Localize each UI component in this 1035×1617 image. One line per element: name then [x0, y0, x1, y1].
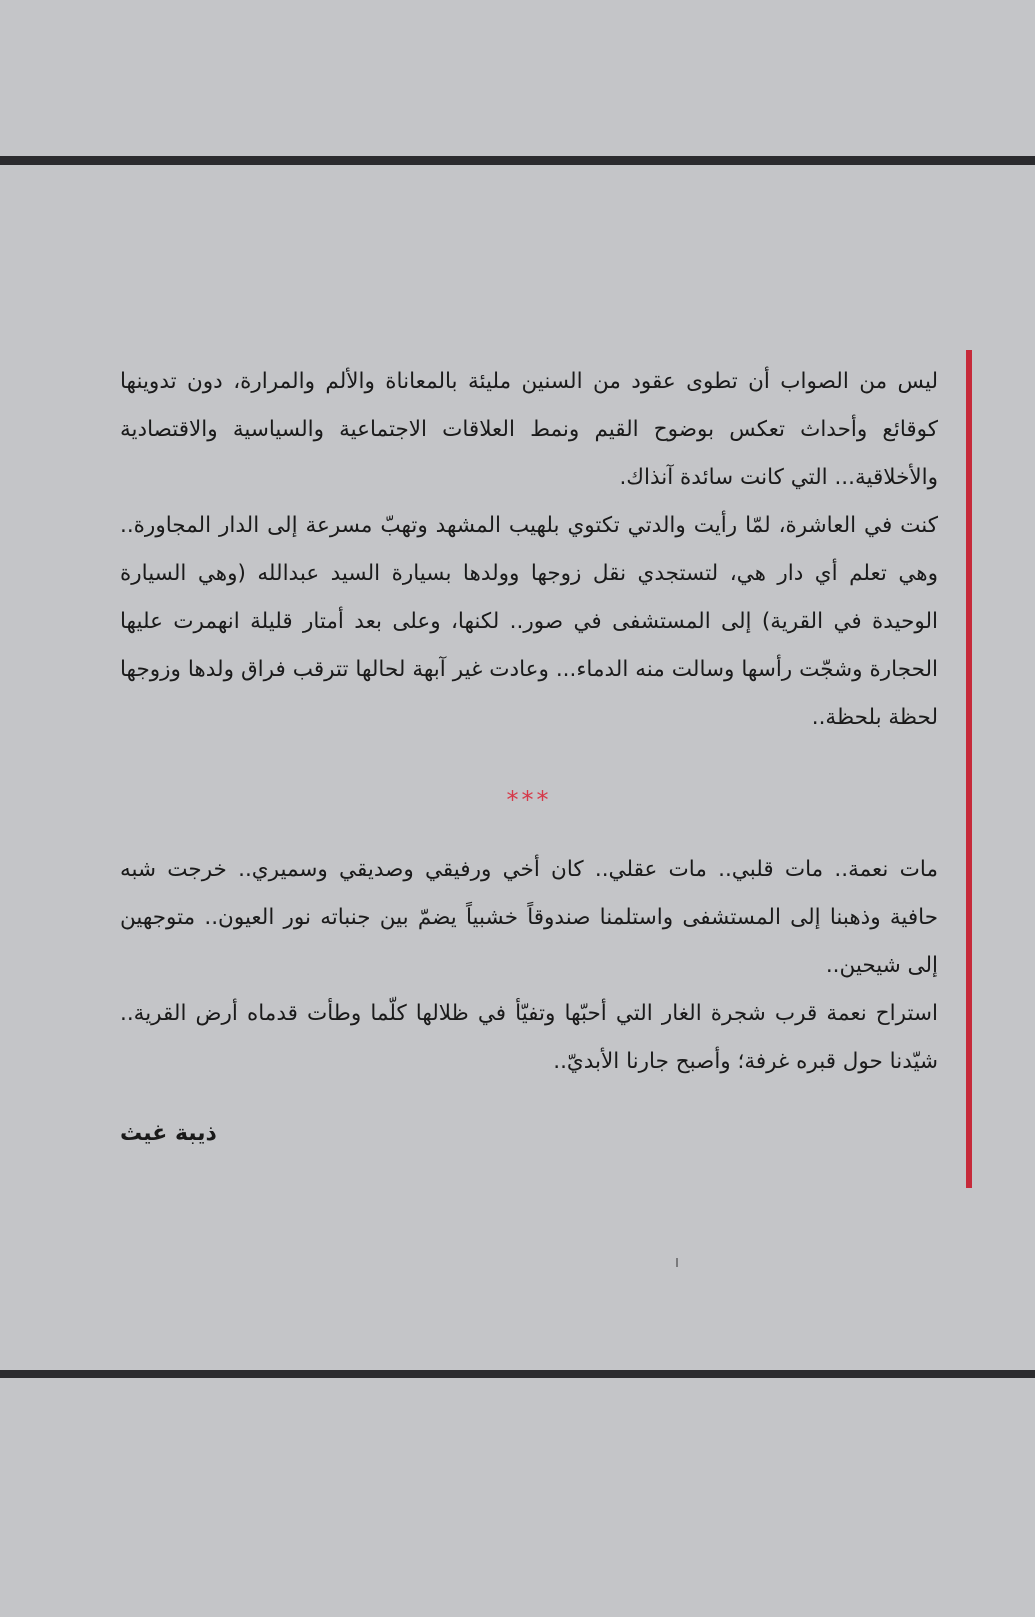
back-cover-text [120, 358, 938, 1158]
asterisk-separator: *** [506, 786, 552, 814]
print-mark [676, 1258, 678, 1267]
intro-paragraph: ليس من الصواب أن تطوى عقود من السنين مليئة بالمعاناة والألم والمرارة، دون تدوينها كوقائع وأحداث تعكس بوضوح القيم ونمط العلاقات الاجتماعية والسياسية والاقتصادية والأخلاقية... التي كانت سائدة آنذاك. [120, 369, 938, 490]
childhood-paragraph: كنت في العاشرة، لمّا رأيت والدتي تكتوي بلهيب المشهد وتهبّ مسرعة إلى الدار المجاورة.. وهي تعلم أي دار هي، لتستجدي نقل زوجها وولدها بسيارة السيد عبدالله (وهي السيارة الوحيدة في القرية) إلى المستشفى في صور.. لكنها، وعلى بعد أمتار قليلة انهمرت عليها الحجارة وشجّت رأسها وسالت منه الدماء... وعادت غير آبهة لحالها تترقب فراق ولدها وزوجها لحظة بلحظة.. [120, 513, 938, 730]
signature-wrap [120, 1086, 938, 1158]
burial-paragraph: استراح نعمة قرب شجرة الغار التي أحبّها وتفيّأ في ظلالها كلّما وطأت قدماه أرض القرية.. شيّدنا حول قبره غرفة؛ وأصبح جارنا الأبديّ.. [120, 1001, 938, 1074]
red-accent-bar [966, 350, 972, 1188]
top-divider-rule [0, 156, 1035, 165]
author-signature: ذيبة غيث [120, 1121, 217, 1146]
bottom-divider-rule [0, 1370, 1035, 1378]
death-paragraph: مات نعمة.. مات قلبي.. مات عقلي.. كان أخي ورفيقي وصديقي وسميري.. خرجت شبه حافية وذهبنا إلى المستشفى واستلمنا صندوقاً خشبياً يضمّ بين جنباته نور العيون.. متوجهين إلى شيحين.. [120, 857, 938, 978]
